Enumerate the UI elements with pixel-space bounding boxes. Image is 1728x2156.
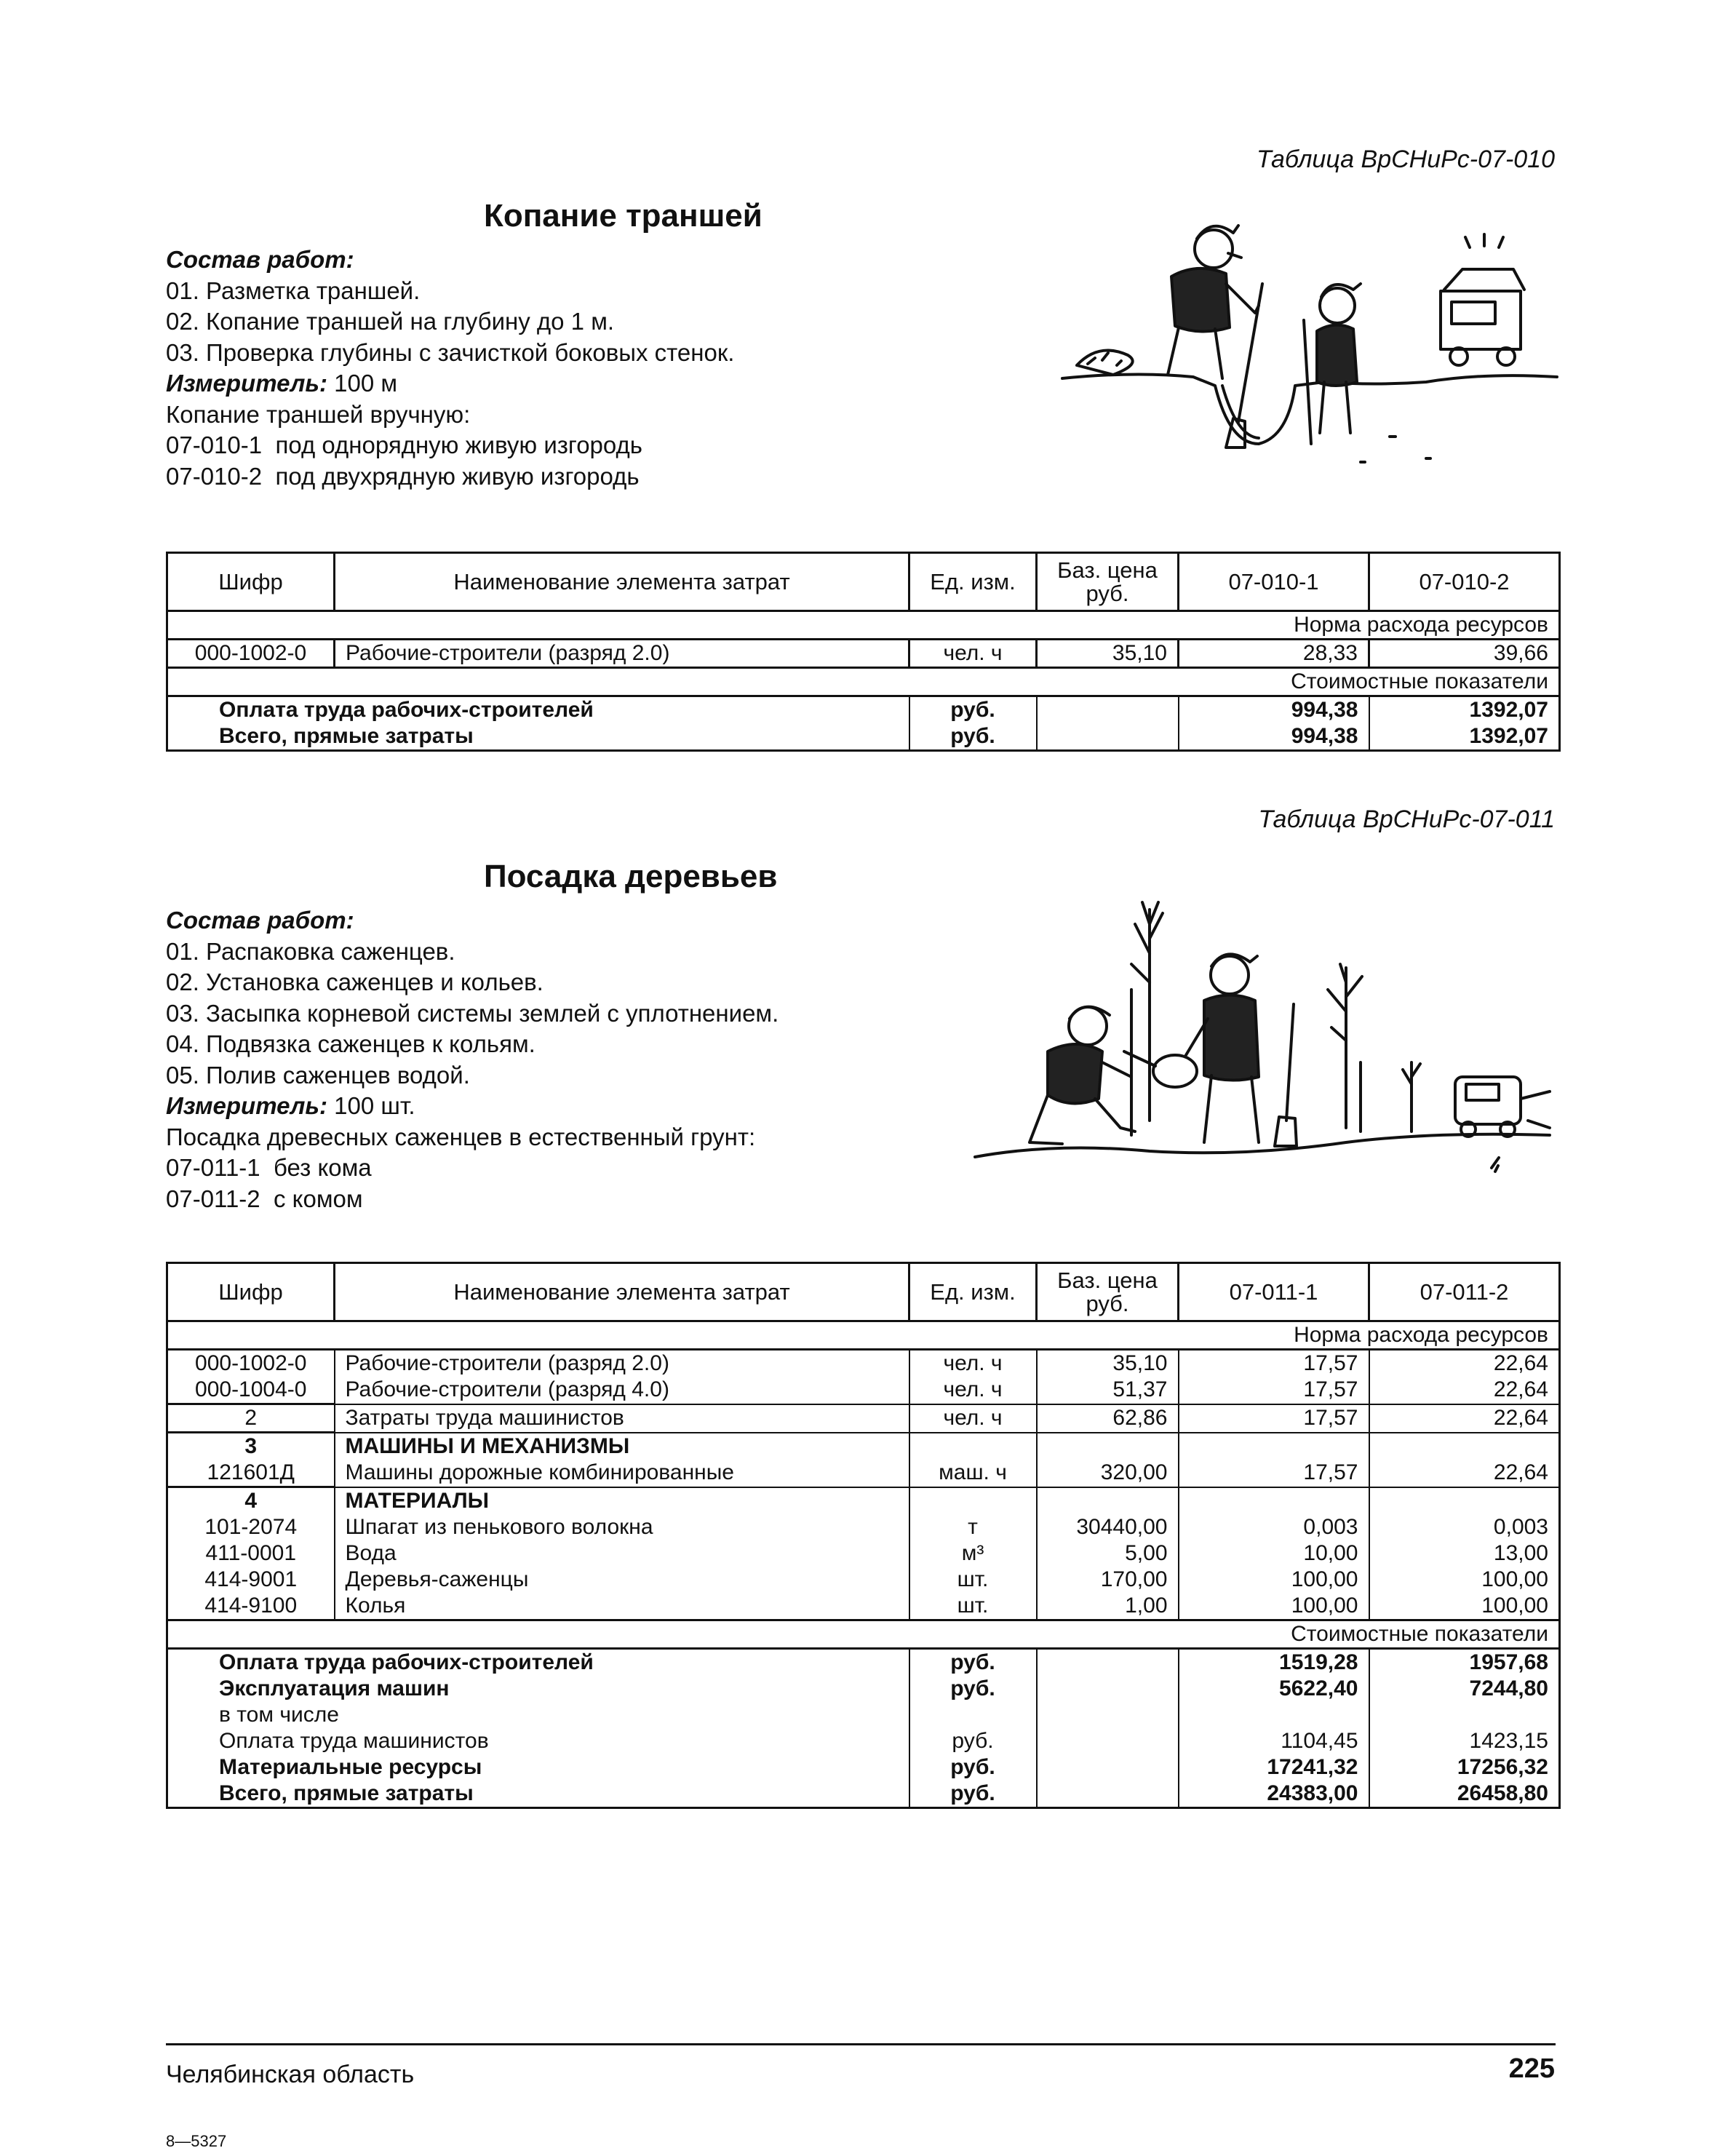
summary-name: Всего, прямые затраты (167, 723, 909, 751)
cell-name: Деревья-саженцы (335, 1567, 909, 1593)
summary-price (1037, 1676, 1179, 1702)
cell-v2: 22,64 (1369, 1460, 1560, 1487)
trench-digging-illustration-icon (1048, 204, 1572, 480)
table-row (167, 1514, 1560, 1540)
table-row (167, 1350, 1560, 1377)
intro-text: Копание траншей вручную: (166, 400, 471, 428)
cell-code: 414-9100 (167, 1593, 335, 1620)
summary-name: Всего, прямые затраты (167, 1781, 909, 1808)
meter-value: 100 шт. (327, 1092, 415, 1119)
summary-row (167, 1728, 1560, 1754)
cell-price: 35,10 (1037, 1350, 1179, 1377)
work-spec-trees (166, 905, 779, 1214)
cell-v1: 17,57 (1179, 1350, 1369, 1377)
cell-v2: 22,64 (1369, 1350, 1560, 1377)
variant-code: 07-010-1 (166, 431, 263, 458)
footer-region: Челябинская область (166, 2061, 415, 2088)
cell-v1: 0,003 (1179, 1514, 1369, 1540)
cell-unit: чел. ч (909, 640, 1037, 668)
cell-price: 1,00 (1037, 1593, 1179, 1620)
work-step: 02. Копание траншей на глубину до 1 м. (166, 308, 615, 335)
cell-name: Рабочие-строители (разряд 4.0) (335, 1377, 909, 1404)
work-step: 04. Подвязка саженцев к кольям. (166, 1030, 535, 1057)
header-name: Наименование элемента затрат (335, 553, 909, 611)
cell-price: 62,86 (1037, 1404, 1179, 1433)
summary-name: Эксплуатация машин (167, 1676, 909, 1702)
header-variant-2: 07-010-2 (1369, 553, 1560, 611)
summary-unit (909, 1702, 1037, 1728)
cell-code: 000-1002-0 (167, 1350, 335, 1377)
work-step: 01. Распаковка саженцев. (166, 937, 455, 965)
summary-v1: 17241,32 (1179, 1754, 1369, 1781)
cell-v1: 28,33 (1179, 640, 1369, 668)
footer-divider (166, 2043, 1556, 2045)
cost-label: Стоимостные показатели (167, 668, 1560, 696)
cell-price: 5,00 (1037, 1540, 1179, 1567)
cell-unit: чел. ч (909, 1404, 1037, 1433)
cell-v1 (1179, 1487, 1369, 1515)
cell-v1: 17,57 (1179, 1404, 1369, 1433)
summary-price (1037, 1781, 1179, 1808)
variant-text: без кома (274, 1154, 372, 1181)
summary-v2: 1392,07 (1369, 696, 1560, 724)
cell-unit: маш. ч (909, 1460, 1037, 1487)
table-ref-07-011: Таблица ВрСНиРс-07-011 (1258, 805, 1555, 833)
header-unit: Ед. изм. (909, 1263, 1037, 1321)
summary-price (1037, 723, 1179, 751)
cell-price: 35,10 (1037, 640, 1179, 668)
cell-price: 51,37 (1037, 1377, 1179, 1404)
cell-unit: м³ (909, 1540, 1037, 1567)
cell-v2: 22,64 (1369, 1377, 1560, 1404)
table-row (167, 1433, 1560, 1460)
cell-price: 30440,00 (1037, 1514, 1179, 1540)
summary-name: Оплата труда рабочих-строителей (167, 696, 909, 724)
variant-text: под двухрядную живую изгородь (275, 462, 640, 490)
cell-code: 2 (167, 1404, 335, 1433)
cost-table-07-011 (166, 1262, 1561, 1809)
summary-row (167, 1781, 1560, 1808)
summary-v2 (1369, 1702, 1560, 1728)
composition-label: Состав работ: (166, 907, 354, 934)
summary-v2: 1423,15 (1369, 1728, 1560, 1754)
cell-code: 121601Д (167, 1460, 335, 1487)
cell-name: Колья (335, 1593, 909, 1620)
summary-name: в том числе (167, 1702, 909, 1728)
cell-name: Рабочие-строители (разряд 2.0) (335, 1350, 909, 1377)
intro-text: Посадка древесных саженцев в естественный грунт: (166, 1123, 756, 1150)
page-number: 225 (1508, 2053, 1555, 2084)
summary-unit: руб. (909, 696, 1037, 724)
cell-code: 411-0001 (167, 1540, 335, 1567)
cost-table-07-010 (166, 552, 1561, 752)
cell-code: 000-1002-0 (167, 640, 335, 668)
variant-text: под однорядную живую изгородь (275, 431, 642, 458)
table-row (167, 1460, 1560, 1487)
cost-label: Стоимостные показатели (167, 1620, 1560, 1649)
summary-v1 (1179, 1702, 1369, 1728)
cell-v1: 17,57 (1179, 1460, 1369, 1487)
cell-unit: т (909, 1514, 1037, 1540)
variant-code: 07-011-2 (166, 1185, 260, 1212)
cell-name: Вода (335, 1540, 909, 1567)
table-row (167, 1567, 1560, 1593)
variant-code: 07-011-1 (166, 1154, 260, 1181)
summary-price (1037, 696, 1179, 724)
summary-unit: руб. (909, 1754, 1037, 1781)
summary-name: Оплата труда машинистов (167, 1728, 909, 1754)
summary-v2: 1957,68 (1369, 1649, 1560, 1676)
summary-price (1037, 1649, 1179, 1676)
meter-label: Измеритель: (166, 370, 327, 397)
summary-row (167, 1702, 1560, 1728)
work-step: 01. Разметка траншей. (166, 277, 421, 304)
summary-price (1037, 1728, 1179, 1754)
summary-unit: руб. (909, 1676, 1037, 1702)
summary-row (167, 1649, 1560, 1676)
cell-v1: 100,00 (1179, 1593, 1369, 1620)
cell-v2: 39,66 (1369, 640, 1560, 668)
cell-name: Рабочие-строители (разряд 2.0) (335, 640, 909, 668)
summary-v1: 5622,40 (1179, 1676, 1369, 1702)
cell-name: Затраты труда машинистов (335, 1404, 909, 1433)
cell-code: 3 (167, 1433, 335, 1460)
cell-unit: шт. (909, 1593, 1037, 1620)
header-price: Баз. цена руб. (1037, 1263, 1179, 1321)
section-title-trench: Копание траншей (484, 198, 763, 234)
cell-v2 (1369, 1487, 1560, 1515)
table-row (167, 1404, 1560, 1433)
variant-code: 07-010-2 (166, 462, 263, 490)
summary-unit: руб. (909, 1649, 1037, 1676)
cell-v2: 22,64 (1369, 1404, 1560, 1433)
header-name: Наименование элемента затрат (335, 1263, 909, 1321)
summary-price (1037, 1702, 1179, 1728)
cell-v1 (1179, 1433, 1369, 1460)
cell-price (1037, 1487, 1179, 1515)
table-row (167, 1593, 1560, 1620)
cell-v2: 13,00 (1369, 1540, 1560, 1567)
cell-v1: 100,00 (1179, 1567, 1369, 1593)
cell-price (1037, 1433, 1179, 1460)
cell-v2: 100,00 (1369, 1567, 1560, 1593)
section-title-trees: Посадка деревьев (484, 859, 778, 894)
tree-planting-illustration-icon (968, 880, 1557, 1186)
summary-name: Оплата труда рабочих-строителей (167, 1649, 909, 1676)
cell-code: 101-2074 (167, 1514, 335, 1540)
cell-code: 414-9001 (167, 1567, 335, 1593)
meter-label: Измеритель: (166, 1092, 327, 1119)
summary-row (167, 723, 1560, 751)
print-code: 8—5327 (166, 2132, 227, 2150)
cell-unit (909, 1433, 1037, 1460)
composition-label: Состав работ: (166, 246, 354, 273)
summary-v1: 994,38 (1179, 696, 1369, 724)
table-row (167, 640, 1560, 668)
norm-label: Норма расхода ресурсов (167, 1321, 1560, 1350)
cell-name: Машины дорожные комбинированные (335, 1460, 909, 1487)
summary-unit: руб. (909, 1781, 1037, 1808)
header-price: Баз. цена руб. (1037, 553, 1179, 611)
header-variant-1: 07-011-1 (1179, 1263, 1369, 1321)
summary-row (167, 1754, 1560, 1781)
table-row (167, 1540, 1560, 1567)
summary-v2: 7244,80 (1369, 1676, 1560, 1702)
header-variant-1: 07-010-1 (1179, 553, 1369, 611)
summary-v1: 1104,45 (1179, 1728, 1369, 1754)
cell-v2 (1369, 1433, 1560, 1460)
summary-row (167, 696, 1560, 724)
summary-price (1037, 1754, 1179, 1781)
norm-label: Норма расхода ресурсов (167, 611, 1560, 640)
summary-v1: 994,38 (1179, 723, 1369, 751)
cell-v1: 10,00 (1179, 1540, 1369, 1567)
summary-unit: руб. (909, 723, 1037, 751)
summary-name: Материальные ресурсы (167, 1754, 909, 1781)
table-ref-07-010: Таблица ВрСНиРс-07-010 (1256, 146, 1555, 173)
cell-v1: 17,57 (1179, 1377, 1369, 1404)
cell-v2: 0,003 (1369, 1514, 1560, 1540)
header-code: Шифр (167, 553, 335, 611)
summary-v1: 24383,00 (1179, 1781, 1369, 1808)
summary-v2: 1392,07 (1369, 723, 1560, 751)
summary-row (167, 1676, 1560, 1702)
work-step: 03. Засыпка корневой системы землей с уплотнением. (166, 999, 779, 1027)
cell-code: 000-1004-0 (167, 1377, 335, 1404)
cell-name: Шпагат из пенькового волокна (335, 1514, 909, 1540)
work-step: 03. Проверка глубины с зачисткой боковых стенок. (166, 338, 735, 366)
work-spec-trench (166, 244, 734, 492)
cell-unit: чел. ч (909, 1377, 1037, 1404)
work-step: 02. Установка саженцев и кольев. (166, 968, 544, 995)
cell-price: 320,00 (1037, 1460, 1179, 1487)
header-variant-2: 07-011-2 (1369, 1263, 1560, 1321)
summary-unit: руб. (909, 1728, 1037, 1754)
cell-v2: 100,00 (1369, 1593, 1560, 1620)
cell-name: МАТЕРИАЛЫ (335, 1487, 909, 1515)
table-row (167, 1487, 1560, 1515)
summary-v1: 1519,28 (1179, 1649, 1369, 1676)
work-step: 05. Полив саженцев водой. (166, 1061, 470, 1089)
cell-name: МАШИНЫ И МЕХАНИЗМЫ (335, 1433, 909, 1460)
summary-v2: 26458,80 (1369, 1781, 1560, 1808)
meter-value: 100 м (327, 370, 398, 397)
cell-unit (909, 1487, 1037, 1515)
cell-unit: шт. (909, 1567, 1037, 1593)
header-code: Шифр (167, 1263, 335, 1321)
variant-text: с комом (274, 1185, 363, 1212)
cell-unit: чел. ч (909, 1350, 1037, 1377)
summary-v2: 17256,32 (1369, 1754, 1560, 1781)
cell-code: 4 (167, 1487, 335, 1515)
cell-price: 170,00 (1037, 1567, 1179, 1593)
header-unit: Ед. изм. (909, 553, 1037, 611)
table-row (167, 1377, 1560, 1404)
